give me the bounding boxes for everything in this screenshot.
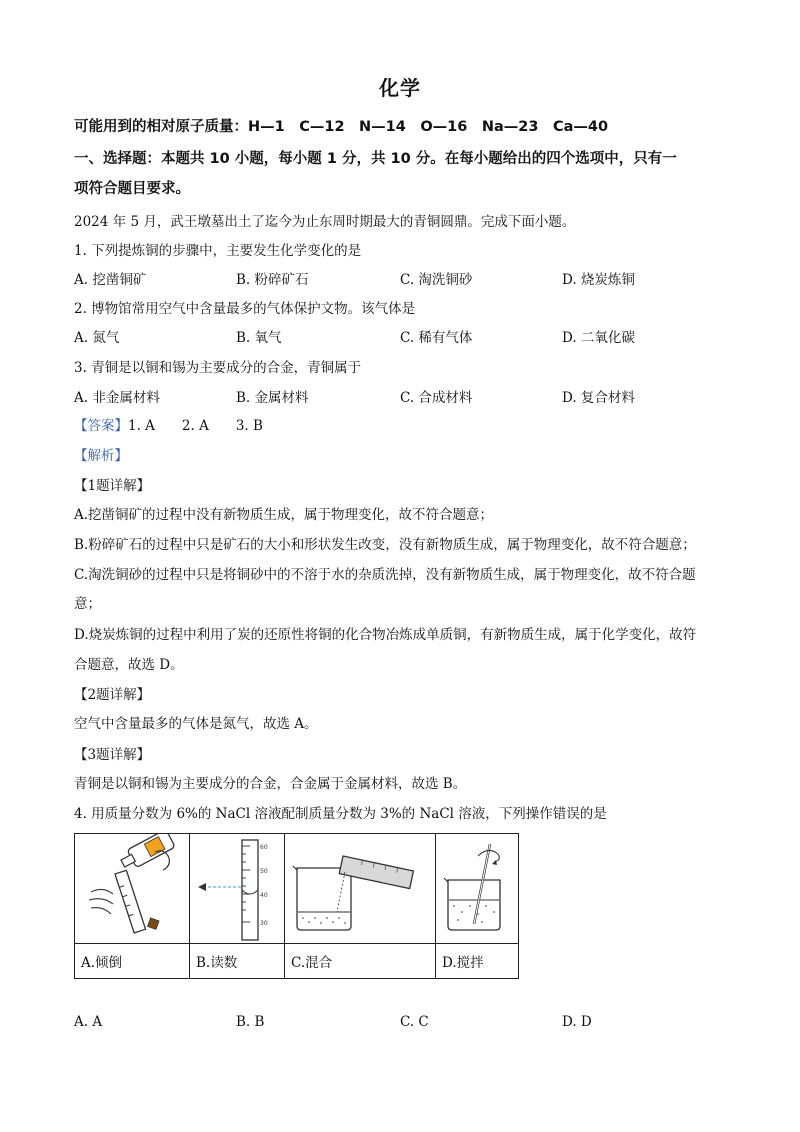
- answer-line: [74, 416, 730, 436]
- page-title: 化学: [379, 76, 421, 100]
- q1-option-d: D. 烧炭炼铜: [562, 272, 635, 288]
- pouring-illustration: [75, 834, 189, 943]
- section-heading-line2: 项符合题目要求。: [74, 181, 190, 197]
- cylinder-tick-60: 60: [260, 844, 268, 851]
- figure-d-caption: D.搅拌: [436, 944, 519, 979]
- q2-option-b: B. 氧气: [236, 330, 282, 346]
- figure-a-pouring: [75, 834, 190, 944]
- detail2-heading: 【2题详解】: [74, 687, 151, 703]
- q4-option-b: B. B: [236, 1014, 265, 1030]
- detail1-a: A.挖凿铜矿的过程中没有新物质生成，属于物理变化，故不符合题意；: [74, 507, 494, 523]
- q3-option-c: C. 合成材料: [400, 390, 473, 406]
- detail1-d-line1: D.烧炭炼铜的过程中利用了炭的还原性将铜的化合物冶炼成单质铜，有新物质生成，属于化学变化，故符: [74, 627, 697, 643]
- answer-label: 【答案】: [74, 418, 128, 434]
- figure-b-caption: B.读数: [190, 944, 285, 979]
- q3-option-b: B. 金属材料: [236, 390, 309, 406]
- intro-text: 2024 年 5 月，武王墩墓出土了迄今为止东周时期最大的青铜圆鼎。完成下面小题。: [74, 214, 576, 230]
- q4-option-a: A. A: [74, 1014, 103, 1030]
- q4-option-d: D. D: [562, 1014, 592, 1030]
- answer-text: 1. A 2. A 3. B: [128, 418, 263, 434]
- q3-stem: 3. 青铜是以铜和锡为主要成分的合金，青铜属于: [74, 360, 362, 376]
- q2-option-c: C. 稀有气体: [400, 330, 473, 346]
- q4-figure-table: [74, 833, 519, 979]
- q1-option-c: C. 淘洗铜砂: [400, 272, 473, 288]
- detail3-heading: 【3题详解】: [74, 747, 151, 763]
- figure-c-caption: C.混合: [285, 944, 436, 979]
- cylinder-tick-50: 50: [260, 868, 268, 875]
- q3-option-a: A. 非金属材料: [74, 390, 160, 406]
- reading-illustration: [190, 834, 284, 943]
- detail1-heading: 【1题详解】: [74, 478, 151, 494]
- detail1-c-line2: 意；: [74, 596, 101, 612]
- figure-c-mixing: [285, 834, 436, 944]
- q2-option-d: D. 二氧化碳: [562, 330, 635, 346]
- figure-b-reading: [190, 834, 285, 944]
- q2-stem: 2. 博物馆常用空气中含量最多的气体保护文物。该气体是: [74, 301, 416, 317]
- q1-option-b: B. 粉碎矿石: [236, 272, 309, 288]
- stirring-illustration: [436, 834, 518, 943]
- section-heading-line1: 一、选择题：本题共 10 小题，每小题 1 分，共 10 分。在每小题给出的四个选项中，只有一: [74, 151, 677, 167]
- detail1-b: B.粉碎矿石的过程中只是矿石的大小和形状发生改变，没有新物质生成，属于物理变化，故不符合题意；: [74, 537, 696, 553]
- mixing-illustration: [285, 834, 435, 943]
- detail2-text: 空气中含量最多的气体是氮气，故选 A。: [74, 716, 318, 732]
- q2-option-a: A. 氮气: [74, 330, 120, 346]
- atomic-masses-line: 可能用到的相对原子质量：H—1 C—12 N—14 O—16 Na—23 Ca—40: [74, 119, 609, 135]
- figure-a-caption: A.倾倒: [75, 944, 190, 979]
- cylinder-tick-30: 30: [260, 920, 268, 927]
- analysis-label: 【解析】: [74, 448, 128, 464]
- detail1-c-line1: C.淘洗铜砂的过程中只是将铜砂中的不溶于水的杂质洗掉，没有新物质生成，属于物理变化，故不符合题: [74, 567, 696, 583]
- figure-d-stirring: [436, 834, 519, 944]
- q4-option-c: C. C: [400, 1014, 429, 1030]
- q1-stem: 1. 下列提炼铜的步骤中，主要发生化学变化的是: [74, 243, 362, 259]
- q1-option-a: A. 挖凿铜矿: [74, 272, 147, 288]
- q3-option-d: D. 复合材料: [562, 390, 635, 406]
- detail3-text: 青铜是以铜和锡为主要成分的合金，合金属于金属材料，故选 B。: [74, 776, 467, 792]
- cylinder-tick-40: 40: [260, 892, 268, 899]
- detail1-d-line2: 合题意，故选 D。: [74, 657, 184, 673]
- q4-stem: 4. 用质量分数为 6%的 NaCl 溶液配制质量分数为 3%的 NaCl 溶液，下列操作错误的是: [74, 806, 607, 822]
